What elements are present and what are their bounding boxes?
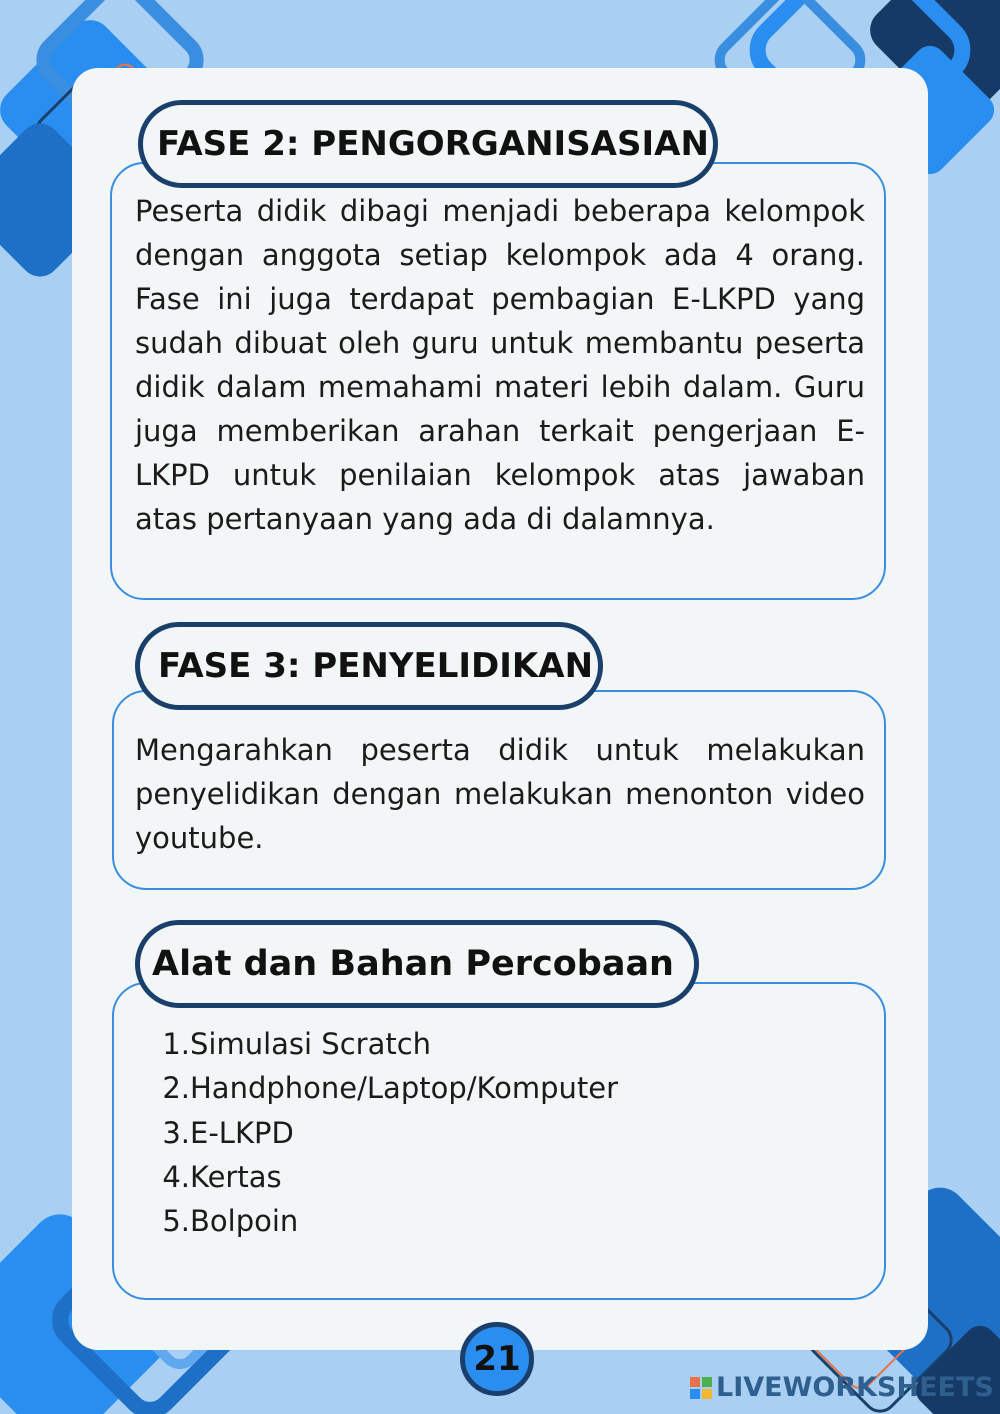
penyelidikan-text: Mengarahkan peserta didik untuk melakukan penyelidikan dengan melakukan menonton video youtube. [135, 733, 865, 855]
list-item-label: Bolpoin [190, 1204, 299, 1239]
list-item-number: 4. [162, 1159, 190, 1194]
list-item-label: Kertas [190, 1159, 282, 1194]
organisasi-title-pill [138, 100, 718, 188]
organisasi-text: Peserta didik dibagi menjadi beberapa kelompok dengan anggota setiap kelompok ada 4 orang. Fase ini juga terdapat pembagian E-LKPD yang sudah dibuat oleh guru untuk membantu peserta didik dalam memahami materi lebih dalam. Guru juga memberikan arahan terkait pengerjaan E-LKPD untuk penilaian kelompok atas jawaban atas pertanyaan yang ada di dalamnya. [135, 194, 865, 536]
list-item-label: Handphone/Laptop/Komputer [190, 1071, 619, 1106]
list-item [160, 1155, 618, 1199]
alat-title: Alat dan Bahan Percobaan [152, 944, 674, 984]
list-item [160, 1111, 618, 1155]
list-item-number: 1. [162, 1027, 190, 1061]
page-number-badge [460, 1322, 534, 1396]
penyelidikan-title: FASE 3: PENYELIDIKAN [158, 646, 594, 686]
materials-list [160, 1022, 618, 1243]
penyelidikan-title-pill [135, 622, 603, 710]
list-item-label: Simulasi Scratch [190, 1027, 432, 1061]
list-item [160, 1066, 618, 1110]
list-item-label: E-LKPD [190, 1115, 294, 1150]
list-item-number: 2. [162, 1071, 190, 1106]
page-number: 21 [473, 1339, 521, 1379]
organisasi-title: FASE 2: PENGORGANISASIAN [157, 124, 709, 164]
list-item-number: 3. [162, 1115, 190, 1150]
liveworksheets-logo-icon [690, 1377, 712, 1399]
liveworksheets-watermark[interactable] [690, 1372, 994, 1403]
brand-name: LIVEWORKSHEETS [716, 1372, 994, 1403]
alat-title-pill [135, 920, 699, 1008]
list-item-number: 5. [162, 1204, 190, 1239]
list-item [160, 1022, 618, 1066]
list-item [160, 1199, 618, 1243]
